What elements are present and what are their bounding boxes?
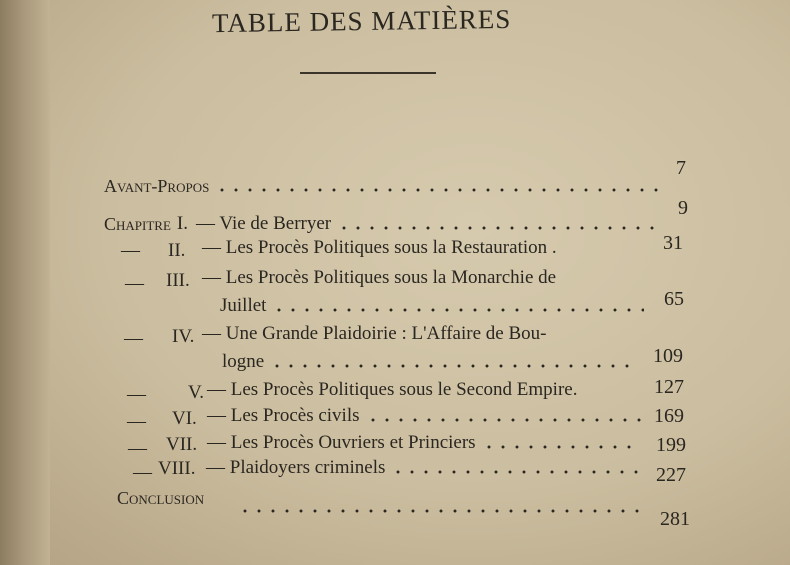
toc-entry-chapter-3-cont [220,295,650,317]
toc-entry-chapter-6 [207,405,647,427]
leader-dots [366,417,641,423]
leader-dots [272,307,644,313]
entry-title: — Une Grande Plaidoirie : L'Affaire de Bou- [202,323,547,344]
toc-entry-chapter-4-cont [222,351,644,373]
entry-dash: — [133,462,152,483]
entry-roman: II. [168,240,186,261]
entry-dash: — [124,328,143,349]
entry-page-number: 199 [656,434,686,456]
entry-prefix: Chapitre [104,214,171,234]
toc-entry-chapter-2 [202,237,642,259]
entry-title: — Vie de Berryer [195,213,332,234]
entry-page-number: 7 [676,157,686,179]
entry-title: Conclusion [117,488,205,508]
entry-title: Avant-Propos [104,176,210,196]
entry-page-number: 31 [663,232,683,254]
entry-dash: — [125,273,144,294]
entry-dash: — [121,240,140,261]
toc-entry-chapter-5 [207,379,647,401]
entry-title: — Les Procès Ouvriers et Princiers [207,432,476,453]
entry-page-number: 65 [664,288,684,310]
toc-entry-avant-propos [104,176,670,197]
leader-dots [337,225,664,231]
entry-page-number: 109 [653,345,683,367]
entry-title-continued: Juillet [220,295,267,316]
entry-roman: III. [166,270,190,291]
entry-page-number: 9 [678,197,688,219]
entry-title: — Les Procès Politiques sous la Restauration . [202,237,557,258]
entry-dash: — [128,438,147,459]
leader-dots [270,363,638,369]
leader-dots [238,508,646,514]
entry-page-number: 227 [656,464,686,486]
entry-roman: VII. [166,434,198,455]
toc-entry-chapter-1 [104,213,670,235]
toc-entry-conclusion [117,488,651,509]
entry-roman: IV. [172,326,195,347]
conclusion-leader [232,508,652,518]
leader-dots [391,469,640,475]
leader-dots [215,187,664,193]
entry-page-number: 281 [660,508,690,530]
toc-entry-chapter-3 [202,267,642,289]
entry-title: — Les Procès Politiques sous la Monarchie de [202,267,557,288]
entry-title-continued: logne [222,351,265,372]
entry-roman: VI. [172,408,197,429]
entry-title: — Les Procès Politiques sous le Second Empire. [207,379,578,400]
entry-page-number: 127 [654,376,684,398]
entry-title: — Plaidoyers criminels [206,457,386,478]
page-title: TABLE DES MATIÈRES [211,3,512,39]
entry-page-number: 169 [654,405,684,427]
entry-title: — Les Procès civils [207,405,360,426]
leader-dots [482,444,641,450]
entry-roman: I. [176,213,188,234]
toc-entry-chapter-4 [202,323,642,345]
entry-dash: — [127,411,146,432]
entry-roman: V. [188,382,205,403]
toc-entry-chapter-7 [207,432,647,454]
entry-dash: — [127,384,146,405]
toc-entry-chapter-8 [206,457,646,479]
entry-roman: VIII. [158,458,196,479]
